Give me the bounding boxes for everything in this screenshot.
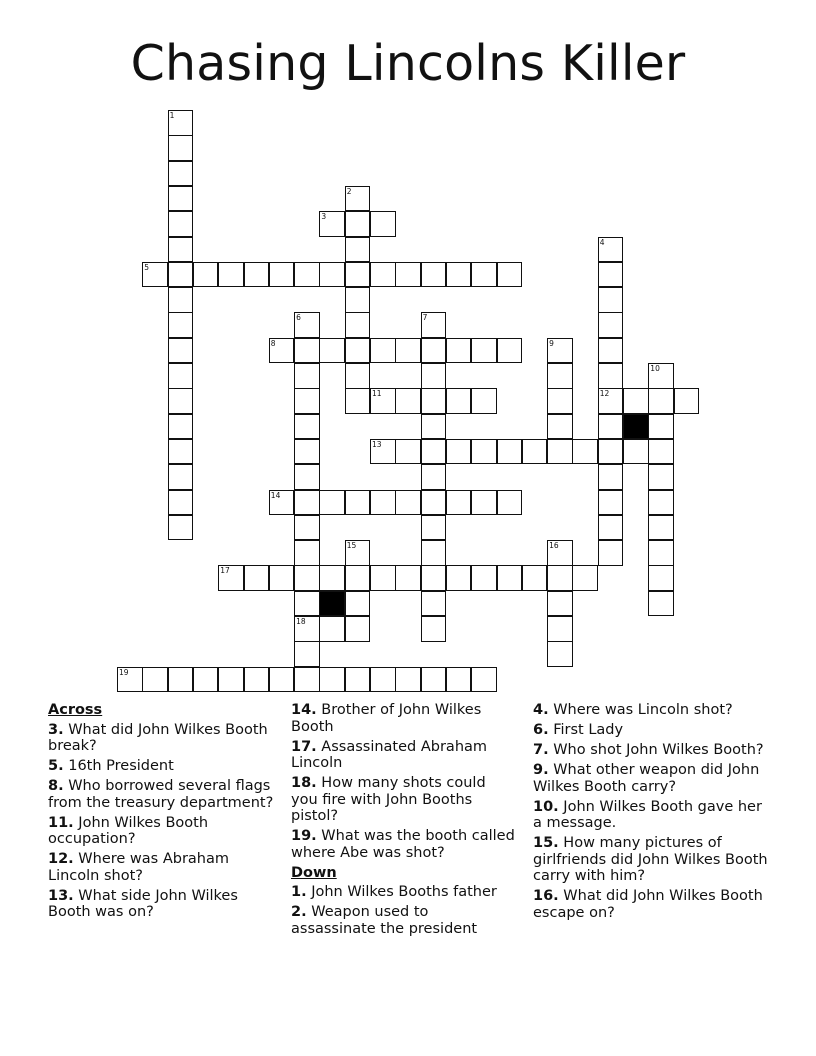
clue-text: How many pictures of girlfriends did John Wilkes Booth carry with him?	[533, 835, 768, 884]
across-clue	[48, 758, 280, 775]
grid-cell[interactable]	[395, 667, 421, 693]
grid-cell[interactable]	[370, 490, 396, 516]
grid-cell[interactable]	[598, 338, 624, 364]
grid-cell[interactable]	[345, 287, 371, 313]
grid-cell[interactable]	[547, 414, 573, 440]
grid-cell[interactable]	[168, 287, 194, 313]
grid-cell[interactable]	[345, 312, 371, 338]
grid-cell[interactable]	[370, 388, 396, 414]
grid-cell[interactable]	[168, 439, 194, 465]
grid-cell[interactable]	[547, 616, 573, 642]
clue-column-left	[48, 702, 280, 924]
grid-cell[interactable]	[395, 262, 421, 288]
across-clue	[48, 778, 280, 811]
grid-cell[interactable]	[294, 464, 320, 490]
clue-text: Where was Abraham Lincoln shot?	[48, 851, 229, 884]
clue-text: John Wilkes Booth occupation?	[48, 814, 209, 847]
grid-cell[interactable]	[471, 439, 497, 465]
clue-number-label: 5	[144, 262, 150, 272]
clue-text: What did John Wilkes Booth escape on?	[533, 888, 763, 921]
grid-cell[interactable]	[648, 414, 674, 440]
grid-cell[interactable]	[421, 439, 447, 465]
grid-cell[interactable]	[547, 439, 573, 465]
clue-number-label: 15	[346, 541, 357, 551]
grid-cell[interactable]	[421, 312, 447, 338]
grid-cell[interactable]	[319, 490, 345, 516]
grid-cell[interactable]	[269, 490, 295, 516]
grid-cell[interactable]	[345, 211, 371, 237]
grid-cell[interactable]	[244, 565, 270, 591]
clue-number-label: 13	[372, 439, 382, 449]
grid-cell[interactable]	[395, 338, 421, 364]
clue-number-label: 18	[296, 617, 306, 626]
clue-number: 16.	[533, 888, 559, 904]
grid-cell[interactable]	[117, 667, 143, 693]
grid-cell[interactable]	[674, 388, 700, 414]
across-clue	[291, 702, 516, 735]
clue-text: How many shots could you fire with John Booths pistol?	[291, 775, 486, 824]
grid-cell[interactable]	[471, 667, 497, 693]
grid-cell[interactable]	[168, 161, 194, 187]
grid-cell[interactable]	[193, 667, 219, 693]
grid-cell[interactable]	[471, 388, 497, 414]
grid-cell[interactable]	[294, 667, 320, 693]
across-clue	[291, 739, 516, 772]
grid-cell[interactable]	[421, 262, 447, 288]
grid-cell[interactable]	[471, 565, 497, 591]
clue-number: 1.	[291, 884, 307, 900]
clue-number-label: 6	[296, 313, 301, 323]
clue-text: Who shot John Wilkes Booth?	[553, 742, 764, 758]
grid-cell[interactable]	[395, 565, 421, 591]
clue-number-label: 7	[422, 313, 428, 323]
grid-cell[interactable]	[547, 565, 573, 591]
grid-cell[interactable]	[421, 363, 447, 389]
grid-cell[interactable]	[421, 616, 447, 642]
across-clue	[291, 775, 516, 825]
clue-text: Who borrowed several flags from the treasury department?	[48, 778, 274, 811]
grid-cell[interactable]	[345, 591, 371, 617]
grid-cell[interactable]	[446, 667, 472, 693]
clue-column-middle	[291, 702, 516, 941]
grid-cell[interactable]	[244, 262, 270, 288]
clue-text: Where was Lincoln shot?	[553, 702, 733, 718]
down-clue	[291, 884, 516, 901]
grid-cell[interactable]	[446, 565, 472, 591]
grid-cell[interactable]	[294, 515, 320, 541]
across-clue	[48, 888, 280, 921]
down-clue	[533, 722, 768, 739]
grid-cell[interactable]	[294, 540, 320, 566]
grid-cell[interactable]	[547, 388, 573, 414]
down-clue	[533, 742, 768, 759]
grid-cell[interactable]	[648, 591, 674, 617]
grid-cell[interactable]	[168, 490, 194, 516]
grid-cell[interactable]	[522, 439, 548, 465]
grid-cell[interactable]	[319, 667, 345, 693]
grid-cell[interactable]	[294, 641, 320, 667]
grid-cell[interactable]	[168, 211, 194, 237]
grid-cell[interactable]	[294, 338, 320, 364]
grid-cell[interactable]	[319, 262, 345, 288]
grid-cell[interactable]	[598, 515, 624, 541]
clue-number: 12.	[48, 851, 74, 867]
grid-cell[interactable]	[345, 490, 371, 516]
clue-number: 2.	[291, 904, 307, 920]
clue-number-label: 14	[270, 490, 281, 500]
clue-number-label: 19	[119, 667, 129, 677]
grid-cell[interactable]	[168, 262, 194, 288]
clue-number: 3.	[48, 721, 64, 738]
grid-cell[interactable]	[269, 338, 295, 364]
grid-cell[interactable]	[572, 439, 598, 465]
grid-cell[interactable]	[572, 565, 598, 591]
grid-cell[interactable]	[168, 135, 194, 161]
grid-cell[interactable]	[497, 439, 523, 465]
grid-cell[interactable]	[168, 667, 194, 693]
grid-cell[interactable]	[345, 262, 371, 288]
down-clue	[533, 702, 768, 719]
grid-cell[interactable]	[370, 338, 396, 364]
clue-text: Weapon used to assassinate the president	[291, 904, 478, 937]
clue-number-label: 17	[220, 566, 230, 576]
grid-cell[interactable]	[370, 667, 396, 693]
across-clue	[48, 851, 280, 884]
grid-cell[interactable]	[294, 363, 320, 389]
grid-cell[interactable]	[294, 565, 320, 591]
grid-cell[interactable]	[218, 667, 244, 693]
grid-cell[interactable]	[370, 565, 396, 591]
grid-cell[interactable]	[598, 237, 624, 263]
clue-number: 18.	[291, 775, 317, 791]
grid-cell[interactable]	[142, 262, 168, 288]
clue-text: What side John Wilkes Booth was on?	[48, 887, 238, 920]
grid-cell[interactable]	[598, 490, 624, 516]
grid-cell[interactable]	[446, 338, 472, 364]
clue-number: 19.	[291, 828, 317, 844]
grid-cell[interactable]	[648, 565, 674, 591]
grid-cell[interactable]	[598, 540, 624, 566]
clue-number-label: 2	[346, 186, 352, 196]
down-clue	[533, 835, 768, 885]
grid-cell[interactable]	[421, 490, 447, 516]
grid-cell[interactable]	[446, 262, 472, 288]
grid-cell[interactable]	[598, 312, 624, 338]
grid-cell[interactable]	[598, 464, 624, 490]
clue-text: John Wilkes Booth gave her a message.	[533, 798, 762, 831]
grid-cell[interactable]	[421, 540, 447, 566]
grid-cell[interactable]	[294, 439, 320, 465]
clue-number: 13.	[48, 887, 74, 904]
grid-cell[interactable]	[370, 262, 396, 288]
grid-cell[interactable]	[370, 439, 396, 465]
clue-number: 7.	[533, 742, 549, 758]
grid-cell[interactable]	[471, 338, 497, 364]
grid-cell[interactable]	[421, 515, 447, 541]
grid-cell[interactable]	[598, 388, 624, 414]
clue-number-label: 8	[270, 338, 276, 348]
clue-number: 6.	[533, 722, 549, 738]
clue-text: What was the booth called where Abe was shot?	[291, 828, 515, 861]
grid-cell[interactable]	[168, 186, 194, 212]
grid-cell[interactable]	[648, 439, 674, 465]
grid-cell[interactable]	[598, 363, 624, 389]
clue-number-label: 12	[599, 389, 610, 399]
grid-cell[interactable]	[497, 262, 523, 288]
grid-cell[interactable]	[294, 312, 320, 338]
grid-cell[interactable]	[345, 388, 371, 414]
clue-text: 16th President	[68, 758, 174, 774]
grid-cell[interactable]	[319, 338, 345, 364]
grid-cell[interactable]	[598, 287, 624, 313]
clue-number: 10.	[533, 798, 559, 815]
clue-text: Brother of John Wilkes Booth	[291, 702, 482, 735]
clue-column-right	[533, 702, 768, 925]
clue-number: 17.	[291, 738, 317, 755]
down-heading: Down	[291, 864, 337, 881]
grid-cell[interactable]	[168, 414, 194, 440]
grid-cell[interactable]	[598, 439, 624, 465]
clue-number-label: 1	[169, 111, 175, 120]
across-clue	[48, 722, 280, 755]
across-clue	[48, 815, 280, 848]
grid-cell[interactable]	[421, 464, 447, 490]
clue-number: 14.	[291, 702, 317, 718]
grid-cell[interactable]	[395, 439, 421, 465]
grid-cell[interactable]	[547, 591, 573, 617]
grid-cell[interactable]	[345, 616, 371, 642]
grid-cell[interactable]	[598, 262, 624, 288]
grid-cell[interactable]	[345, 540, 371, 566]
grid-cell[interactable]	[623, 388, 649, 414]
grid-cell[interactable]	[471, 490, 497, 516]
clue-text: Assassinated Abraham Lincoln	[291, 738, 488, 771]
across-heading: Across	[48, 702, 103, 718]
grid-cell[interactable]	[168, 388, 194, 414]
grid-cell[interactable]	[218, 262, 244, 288]
grid-cell[interactable]	[421, 388, 447, 414]
grid-cell[interactable]	[294, 388, 320, 414]
grid-cell[interactable]	[648, 490, 674, 516]
clue-text: What did John Wilkes Booth break?	[48, 721, 268, 754]
clue-number: 8.	[48, 778, 64, 794]
clue-number-label: 11	[372, 389, 382, 399]
clue-text: What other weapon did John Wilkes Booth carry?	[533, 762, 760, 795]
grid-cell[interactable]	[648, 540, 674, 566]
grid-cell[interactable]	[319, 211, 345, 237]
puzzle-title: Chasing Lincolns Killer	[130, 35, 686, 92]
clue-number: 9.	[533, 762, 549, 778]
grid-cell[interactable]	[319, 616, 345, 642]
clue-number-label: 16	[549, 541, 559, 551]
clue-number-label: 4	[599, 237, 605, 247]
grid-cell[interactable]	[648, 388, 674, 414]
grid-cell[interactable]	[648, 464, 674, 490]
down-clue	[533, 799, 768, 832]
grid-cell[interactable]	[345, 667, 371, 693]
black-cell	[623, 414, 649, 440]
down-clue	[291, 904, 516, 937]
clue-text: John Wilkes Booths father	[311, 884, 497, 900]
grid-cell[interactable]	[421, 565, 447, 591]
grid-cell[interactable]	[244, 667, 270, 693]
grid-cell[interactable]	[547, 641, 573, 667]
grid-cell[interactable]	[269, 565, 295, 591]
grid-cell[interactable]	[168, 363, 194, 389]
grid-cell[interactable]	[294, 414, 320, 440]
grid-cell[interactable]	[446, 388, 472, 414]
grid-cell[interactable]	[142, 667, 168, 693]
grid-cell[interactable]	[294, 490, 320, 516]
grid-cell[interactable]	[497, 565, 523, 591]
grid-cell[interactable]	[446, 439, 472, 465]
grid-cell[interactable]	[421, 338, 447, 364]
black-cell	[319, 591, 345, 617]
grid-cell[interactable]	[168, 110, 194, 136]
grid-cell[interactable]	[522, 565, 548, 591]
grid-cell[interactable]	[345, 363, 371, 389]
clue-number: 11.	[48, 814, 74, 831]
grid-cell[interactable]	[370, 211, 396, 237]
grid-cell[interactable]	[294, 591, 320, 617]
grid-cell[interactable]	[421, 414, 447, 440]
grid-cell[interactable]	[547, 338, 573, 364]
grid-cell[interactable]	[345, 565, 371, 591]
clue-number-label: 3	[321, 212, 327, 222]
grid-cell[interactable]	[218, 565, 244, 591]
across-clue	[291, 828, 516, 861]
clue-number: 4.	[533, 702, 549, 718]
grid-cell[interactable]	[547, 363, 573, 389]
grid-cell[interactable]	[294, 616, 320, 642]
grid-cell[interactable]	[395, 388, 421, 414]
grid-cell[interactable]	[446, 490, 472, 516]
grid-cell[interactable]	[497, 338, 523, 364]
grid-cell[interactable]	[623, 439, 649, 465]
grid-cell[interactable]	[319, 565, 345, 591]
grid-cell[interactable]	[421, 667, 447, 693]
grid-cell[interactable]	[294, 262, 320, 288]
clue-number: 5.	[48, 758, 64, 774]
grid-cell[interactable]	[471, 262, 497, 288]
grid-cell[interactable]	[269, 667, 295, 693]
grid-cell[interactable]	[193, 262, 219, 288]
grid-cell[interactable]	[168, 338, 194, 364]
grid-cell[interactable]	[395, 490, 421, 516]
grid-cell[interactable]	[345, 237, 371, 263]
grid-cell[interactable]	[648, 363, 674, 389]
down-clue	[533, 762, 768, 795]
down-clue	[533, 888, 768, 921]
grid-cell[interactable]	[168, 312, 194, 338]
clue-number-label: 10	[650, 364, 660, 373]
clue-text: First Lady	[553, 722, 624, 738]
grid-cell[interactable]	[547, 540, 573, 566]
grid-cell[interactable]	[598, 414, 624, 440]
clue-number: 15.	[533, 835, 559, 851]
grid-cell[interactable]	[648, 515, 674, 541]
grid-cell[interactable]	[421, 591, 447, 617]
grid-cell[interactable]	[168, 464, 194, 490]
grid-cell[interactable]	[345, 186, 371, 212]
clue-number-label: 9	[549, 338, 554, 348]
grid-cell[interactable]	[345, 338, 371, 364]
grid-cell[interactable]	[497, 490, 523, 516]
grid-cell[interactable]	[168, 515, 194, 541]
grid-cell[interactable]	[269, 262, 295, 288]
grid-cell[interactable]	[168, 237, 194, 263]
